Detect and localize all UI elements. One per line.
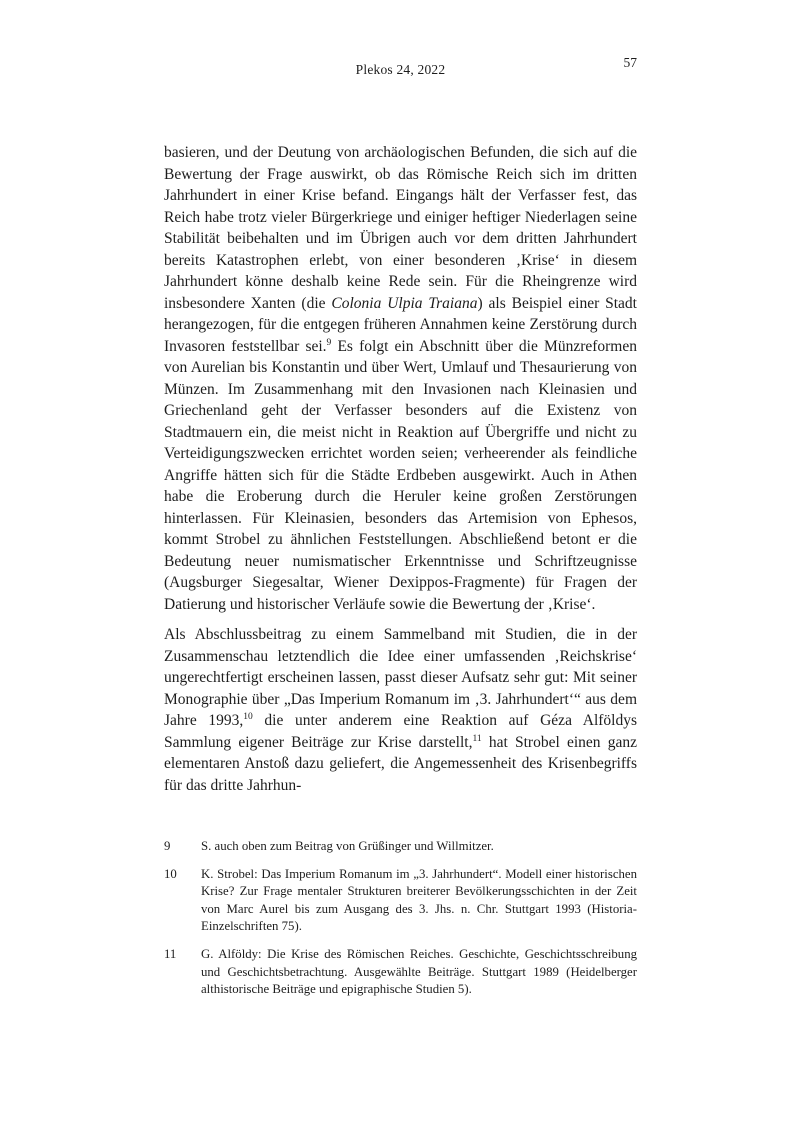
body-paragraph-1 xyxy=(164,142,637,615)
page-number: 57 xyxy=(623,55,637,70)
footnote-number: 9 xyxy=(164,839,171,853)
paragraph-text: die unter anderem eine Reaktion auf Géza Alföldys Sammlung eigener Beiträge zur Krise darstellt, xyxy=(164,712,638,751)
footnote-10 xyxy=(164,866,637,936)
footnote-text: S. auch oben zum Beitrag von Grüßinger und Willmitzer. xyxy=(201,839,494,853)
paragraph-text: Als Abschlussbeitrag zu einem Sammelband mit Studien, die in der Zusammenschau letztendlich die Idee einer umfassenden ‚Reichskrise‘ ungerechtfertigt erscheinen lassen, passt dieser Aufsatz sehr gut: Mit seiner Monographie über „Das Imperium Romanum im ‚3. Jahrhundert‘“ aus dem Jahre 1993, xyxy=(164,626,637,729)
paragraph-text: ) als Beispiel einer Stadt herangezogen, für die entgegen früheren Annahmen keine Zerstörung durch Invasoren feststellbar sei. xyxy=(164,294,637,355)
footnote-11 xyxy=(164,946,637,999)
page-header xyxy=(164,55,637,84)
paragraph-text: Es folgt ein Abschnitt über die Münzreformen von Aurelian bis Konstantin und über Wert, Umlauf und Thesaurierung von Münzen. Im Zusammenhang mit den Invasionen nach Kleinasien und Griechenland geht der Verfasser besonders auf die Existenz von Stadtmauern ein, die meist nicht in Reaktion auf Übergriffe und nicht zu Verteidigungszwecken errichtet worden seien; verheerender als feindliche Angriffe hätten sich für die Städte Erdbeben ausgewirkt. Auch in Athen habe die Eroberung durch die Heruler keine großen Zerstörungen hinterlassen. Für Kleinasien, besonders das Artemision von Ephesos, kommt Strobel zu ähnlichen Feststellungen. Abschließend betont er die Bedeutung neuer numismatischer Erkenntnisse und Schriftzeugnisse (Augsburger Siegesaltar, Wiener Dexippos-Fragmente) für Fragen der Datierung und historischer Verläufe sowie die Bewertung der ‚Krise‘. xyxy=(164,337,637,613)
footnote-text: K. Strobel: Das Imperium Romanum im „3. Jahrhundert“. Modell einer historischen Krise? Zur Frage mentaler Strukturen breiterer Bevölkerungsschichten in der Zeit von Marc Aurel bis zum Ausgang des 3. Jhs. n. Chr. Stuttgart 1993 (Historia-Einzelschriften 75). xyxy=(201,866,637,934)
running-title: Plekos 24, 2022 xyxy=(355,62,446,77)
footnote-ref-10: 10 xyxy=(243,711,253,722)
footnote-text: G. Alföldy: Die Krise des Römischen Reiches. Geschichte, Geschichtsschreibung und Geschichtsbetrachtung. Ausgewählte Beiträge. Stuttgart 1989 (Heidelberger althistorische Beiträge und epigraphische Studien 5). xyxy=(201,946,637,997)
footnote-ref-11: 11 xyxy=(472,733,482,744)
italic-latin-term: Colonia Ulpia Traiana xyxy=(331,294,478,312)
body-paragraph-2 xyxy=(164,624,637,796)
footnote-number: 11 xyxy=(164,946,177,961)
footnote-ref-9: 9 xyxy=(326,337,332,348)
footnote-number: 10 xyxy=(164,866,177,881)
footnotes-section xyxy=(164,838,637,999)
footnote-9 xyxy=(164,838,637,856)
text-block xyxy=(164,55,638,999)
paragraph-text: basieren, und der Deutung von archäologischen Befunden, die sich auf die Bewertung der Frage auswirkt, ob das Römische Reich sich im dritten Jahrhundert in einer Krise befand. Eingangs hält der Verfasser fest, das Reich habe trotz vieler Bürgerkriege und einiger heftiger Niederlagen seine Stabilität beibehalten und im Übrigen auch vor dem dritten Jahrhundert bereits Katastrophen erlebt, von einer besonderen ‚Krise‘ in diesem Jahrhundert könne deshalb keine Rede sein. Für die Rheingrenze wird insbesondere Xanten (die xyxy=(164,144,637,312)
paragraph-text: hat Strobel einen ganz elementaren Anstoß dazu geliefert, die Angemessenheit des Krisenbegriffs für das dritte Jahrhun- xyxy=(164,733,637,794)
